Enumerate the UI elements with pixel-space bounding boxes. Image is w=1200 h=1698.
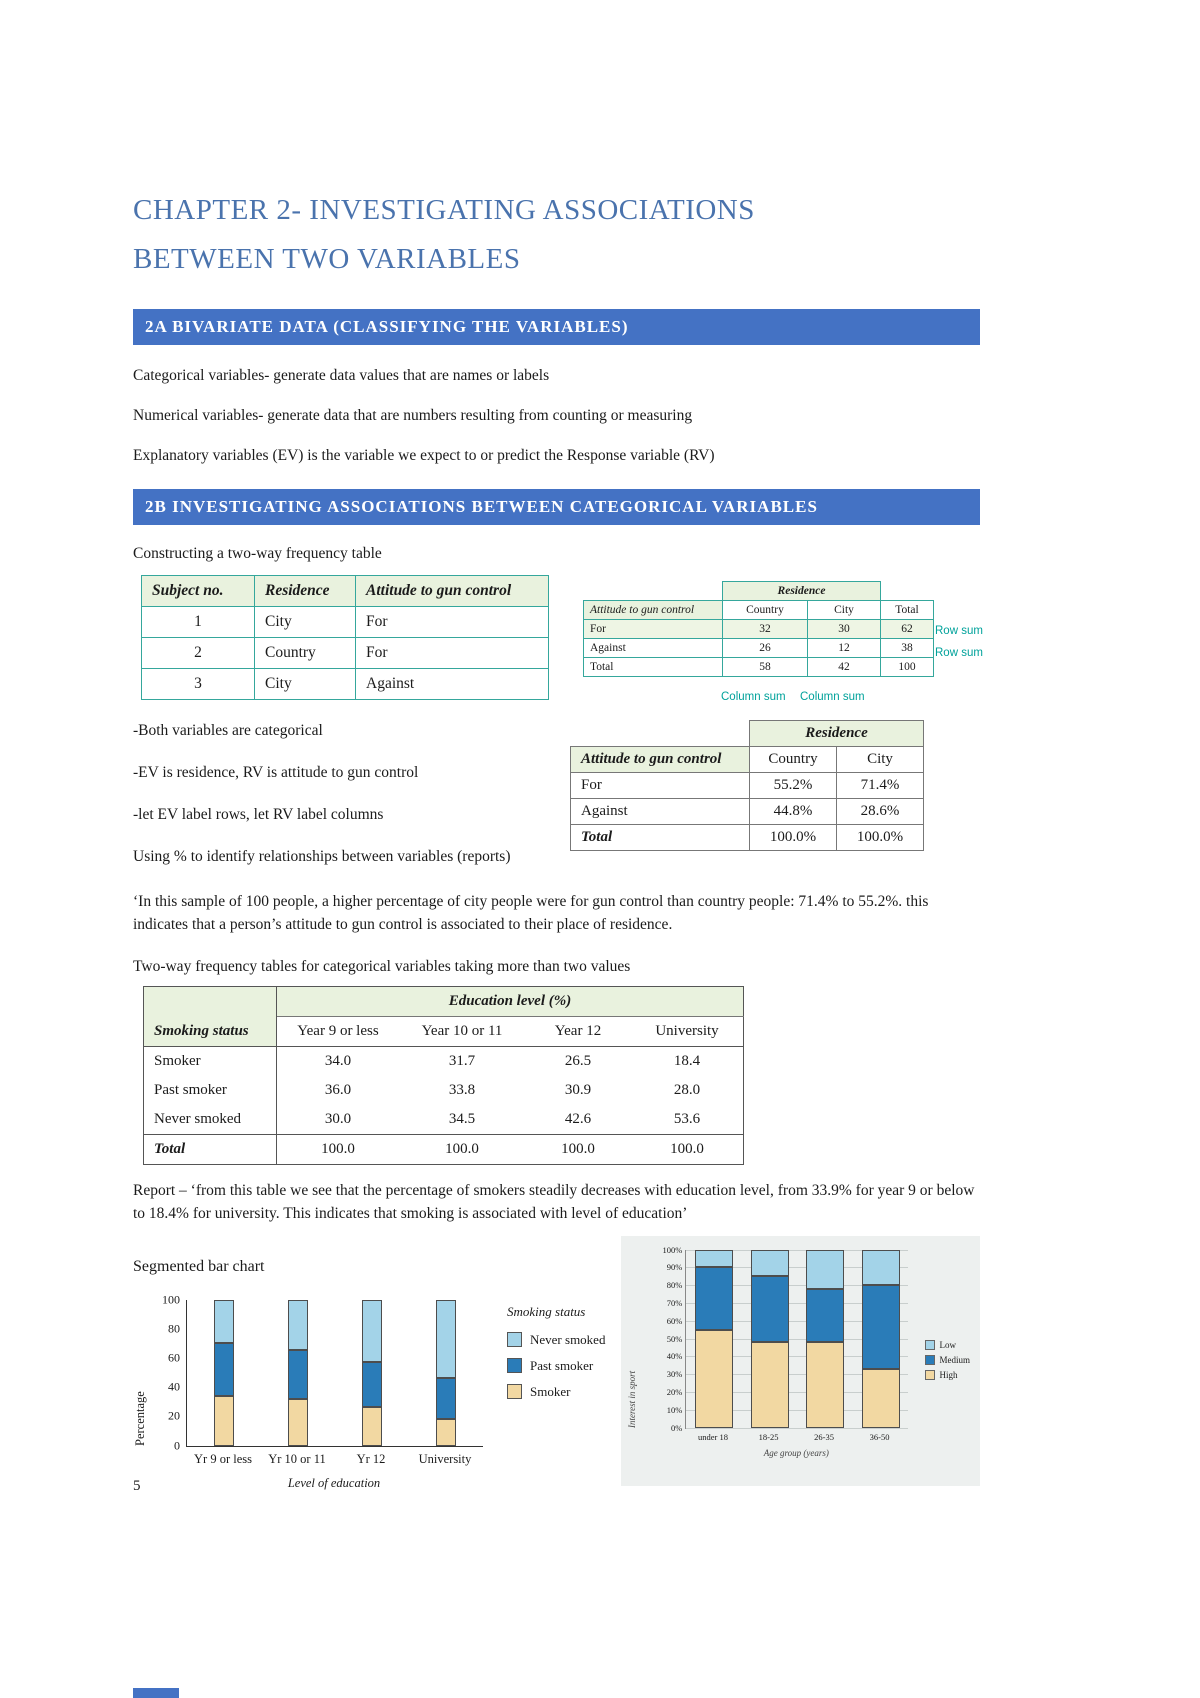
group-header: Residence bbox=[750, 720, 924, 746]
table-group-row bbox=[144, 987, 744, 1017]
table-cell: 100.0 bbox=[399, 1135, 525, 1165]
x-tick-labels bbox=[186, 1452, 482, 1467]
table-row bbox=[571, 798, 924, 824]
row-header: Never smoked bbox=[144, 1105, 277, 1135]
column-header: Total bbox=[881, 600, 934, 619]
table-cell: 3 bbox=[142, 668, 255, 699]
table-row bbox=[142, 606, 549, 637]
table-row bbox=[571, 824, 924, 850]
bar-column bbox=[335, 1300, 409, 1446]
percentage-table bbox=[570, 720, 924, 851]
table-cell: For bbox=[356, 637, 549, 668]
y-tick-label: 90% bbox=[666, 1262, 683, 1273]
table-header-row bbox=[142, 575, 549, 606]
x-tick-label: Yr 12 bbox=[356, 1451, 386, 1466]
segmented-bar-chart-label: Segmented bar chart bbox=[133, 1257, 265, 1275]
table-row bbox=[571, 772, 924, 798]
table-cell: 100.0% bbox=[837, 824, 924, 850]
table-cell: 100.0 bbox=[277, 1135, 400, 1165]
bar-column bbox=[853, 1250, 909, 1428]
bar-segment-smoker bbox=[362, 1407, 382, 1446]
tables-row-1 bbox=[133, 575, 983, 703]
column-header: Year 9 or less bbox=[277, 1017, 400, 1047]
table-cell: 2 bbox=[142, 637, 255, 668]
bar-segment-low bbox=[695, 1250, 733, 1268]
table-row bbox=[144, 1105, 744, 1135]
bar-segment-smoker bbox=[436, 1419, 456, 1446]
table-cell: 30.0 bbox=[324, 1111, 352, 1128]
row-header: Total bbox=[571, 824, 750, 850]
y-axis-label: Percentage bbox=[133, 1390, 147, 1446]
bar-segment-smoker bbox=[288, 1399, 308, 1445]
bar-segment-never-smoked bbox=[362, 1300, 382, 1362]
legend-entries bbox=[507, 1332, 605, 1400]
column-sum-annotation: Column sum bbox=[800, 690, 865, 703]
two-way-frequency-table bbox=[583, 581, 934, 677]
row-sum-annotation: Row sum bbox=[935, 624, 983, 637]
table-cell: City bbox=[255, 668, 356, 699]
column-header: City bbox=[837, 746, 924, 772]
bar-column bbox=[686, 1250, 742, 1428]
x-tick-labels bbox=[685, 1432, 907, 1442]
bar-segment-never-smoked bbox=[288, 1300, 308, 1350]
table-cell: 31.7 bbox=[448, 1053, 476, 1070]
table-cell: 34.5 bbox=[448, 1111, 476, 1128]
table-cell: 58 bbox=[723, 657, 808, 676]
empty-cell bbox=[584, 581, 723, 600]
table-cell: 44.8% bbox=[750, 798, 837, 824]
bar-segment-high bbox=[695, 1330, 733, 1428]
y-tick-label: 60 bbox=[168, 1350, 180, 1365]
x-axis-label: Level of education bbox=[287, 1475, 381, 1490]
legend-label: Medium bbox=[939, 1354, 970, 1365]
table-cell: City bbox=[255, 606, 356, 637]
report-quote-smoking: Report – ‘from this table we see that the percentage of smokers steadily decreases with education level, from 33.9% for year 9 or below to 18.4% for university. This indicates that smoking is associated with level of education’ bbox=[133, 1182, 975, 1223]
y-tick-label: 50% bbox=[666, 1333, 683, 1344]
education-smoking-segmented-chart bbox=[133, 1292, 619, 1491]
stacked-bar bbox=[214, 1300, 234, 1446]
two-way-table-intro: Constructing a two-way frequency table bbox=[133, 544, 382, 562]
bars-area bbox=[686, 1250, 908, 1428]
table-cell: 42.6 bbox=[564, 1111, 592, 1128]
bar-column bbox=[187, 1300, 261, 1446]
y-axis-label: Interest in sport bbox=[627, 1370, 638, 1428]
bar-segment-medium bbox=[862, 1285, 900, 1369]
table-row bbox=[144, 1135, 744, 1165]
column-header: Country bbox=[723, 600, 808, 619]
table-cell: 26.5 bbox=[564, 1053, 592, 1070]
chart-plot-area bbox=[662, 1244, 908, 1433]
column-header: University bbox=[631, 1017, 744, 1047]
y-tick-label: 0% bbox=[670, 1422, 683, 1433]
stacked-bar bbox=[751, 1250, 789, 1428]
table-group-row bbox=[584, 581, 934, 600]
table-cell: 42 bbox=[808, 657, 881, 676]
legend-entry bbox=[507, 1332, 605, 1348]
tables-row-2 bbox=[133, 720, 980, 866]
legend-entry bbox=[925, 1355, 971, 1365]
legend-label: High bbox=[939, 1369, 958, 1380]
table-cell: 100 bbox=[881, 657, 934, 676]
empty-cell bbox=[571, 720, 750, 746]
table-cell: 33.8 bbox=[448, 1082, 476, 1099]
note-ev-rv: -EV is residence, RV is attitude to gun control bbox=[133, 763, 419, 781]
section-2b-heading: 2B INVESTIGATING ASSOCIATIONS BETWEEN CATEGORICAL VARIABLES bbox=[133, 489, 980, 525]
table-cell: 34.0 bbox=[324, 1053, 352, 1070]
legend-label: Never smoked bbox=[530, 1331, 606, 1347]
table-cell: 12 bbox=[808, 638, 881, 657]
corner-header: Attitude to gun control bbox=[571, 746, 750, 772]
page-content bbox=[133, 0, 983, 1491]
column-header: Subject no. bbox=[142, 575, 255, 606]
column-header: Residence bbox=[255, 575, 356, 606]
table-cell: 36.0 bbox=[324, 1082, 352, 1099]
row-header: Total bbox=[144, 1135, 277, 1165]
table-cell: 53.6 bbox=[673, 1111, 701, 1128]
bar-column bbox=[742, 1250, 798, 1428]
stacked-bar bbox=[806, 1250, 844, 1428]
chart-main bbox=[148, 1292, 483, 1491]
bar-segment-low bbox=[751, 1250, 789, 1277]
charts-row bbox=[133, 1236, 980, 1491]
y-tick-label: 100 bbox=[162, 1292, 180, 1307]
paragraph-numerical-variables: Numerical variables- generate data that are numbers resulting from counting or measuring bbox=[133, 406, 693, 424]
legend-swatch bbox=[507, 1384, 522, 1399]
bar-segment-high bbox=[751, 1342, 789, 1427]
left-chart-block bbox=[133, 1236, 619, 1491]
report-quote-gun-control: ‘In this sample of 100 people, a higher percentage of city people were for gun control than country people: 71.4% to 55.2%. this indicates that a person’s attitude to gun control is associated to their place of residence. bbox=[133, 892, 929, 933]
bar-segment-past-smoker bbox=[214, 1343, 234, 1396]
table-cell: 55.2% bbox=[750, 772, 837, 798]
row-header: Total bbox=[584, 657, 723, 676]
chapter-title-line2: BETWEEN TWO VARIABLES bbox=[133, 243, 521, 276]
legend-swatch bbox=[507, 1332, 522, 1347]
x-tick-label: under 18 bbox=[698, 1431, 729, 1442]
bar-segment-never-smoked bbox=[436, 1300, 456, 1378]
stacked-bar bbox=[436, 1300, 456, 1446]
y-tick-label: 10% bbox=[666, 1404, 683, 1415]
legend-label: Past smoker bbox=[530, 1357, 594, 1373]
paragraph-explanatory-variables: Explanatory variables (EV) is the variable we expect to or predict the Response variable (RV) bbox=[133, 446, 715, 464]
y-tick-label: 40% bbox=[666, 1351, 683, 1362]
x-tick-label: University bbox=[418, 1451, 472, 1466]
stacked-bar bbox=[362, 1300, 382, 1446]
bar-segment-low bbox=[862, 1250, 900, 1286]
empty-cell bbox=[881, 581, 934, 600]
smoking-education-table bbox=[143, 986, 744, 1165]
row-header: Smoker bbox=[144, 1047, 277, 1077]
table-cell: 30 bbox=[808, 619, 881, 638]
subject-residence-table bbox=[141, 575, 549, 700]
table-cell: 100.0 bbox=[631, 1135, 744, 1165]
table-cell: 1 bbox=[142, 606, 255, 637]
next-section-banner-cutoff bbox=[133, 1688, 179, 1698]
column-header: Year 10 or 11 bbox=[399, 1017, 525, 1047]
bar-column bbox=[797, 1250, 853, 1428]
corner-header: Smoking status bbox=[144, 987, 277, 1047]
y-tick-label: 80 bbox=[168, 1321, 180, 1336]
chart-legend bbox=[925, 1340, 971, 1385]
group-header: Residence bbox=[723, 581, 881, 600]
x-axis-label: Age group (years) bbox=[763, 1447, 829, 1458]
note-using-percent: Using % to identify relationships between variables (reports) bbox=[133, 847, 511, 865]
row-sum-annotation: Row sum bbox=[935, 646, 983, 659]
table-row bbox=[584, 638, 934, 657]
two-way-frequency-table-wrap bbox=[583, 581, 983, 703]
legend-title: Smoking status bbox=[507, 1303, 586, 1319]
bar-column bbox=[409, 1300, 483, 1446]
stacked-bar bbox=[288, 1300, 308, 1446]
table-cell: 71.4% bbox=[837, 772, 924, 798]
table-header-row bbox=[584, 600, 934, 619]
table-cell: 26 bbox=[723, 638, 808, 657]
corner-header: Attitude to gun control bbox=[584, 600, 723, 619]
y-tick-label: 40 bbox=[168, 1379, 180, 1394]
note-both-categorical: -Both variables are categorical bbox=[133, 721, 323, 739]
bar-segment-medium bbox=[806, 1289, 844, 1342]
multi-value-table-intro: Two-way frequency tables for categorical variables taking more than two values bbox=[133, 958, 631, 976]
column-header: Country bbox=[750, 746, 837, 772]
bar-segment-low bbox=[806, 1250, 844, 1289]
table-header-row bbox=[571, 746, 924, 772]
x-tick-label: Yr 9 or less bbox=[194, 1451, 252, 1466]
legend-swatch bbox=[925, 1370, 935, 1380]
row-header: For bbox=[571, 772, 750, 798]
y-tick-label: 20 bbox=[168, 1408, 180, 1423]
chapter-title-line1: CHAPTER 2- INVESTIGATING ASSOCIATIONS bbox=[133, 194, 755, 226]
bar-segment-past-smoker bbox=[436, 1378, 456, 1419]
table-cell: 28.0 bbox=[673, 1082, 701, 1099]
table-cell: For bbox=[356, 606, 549, 637]
chart-legend bbox=[507, 1300, 605, 1491]
table-cell: Country bbox=[255, 637, 356, 668]
note-label-rows-columns: -let EV label rows, let RV label columns bbox=[133, 805, 384, 823]
legend-swatch bbox=[925, 1340, 935, 1350]
table-cell: 32 bbox=[723, 619, 808, 638]
table-cell: 100.0 bbox=[525, 1135, 631, 1165]
table-row bbox=[584, 657, 934, 676]
bar-segment-high bbox=[862, 1369, 900, 1428]
chapter-title bbox=[133, 186, 980, 285]
y-tick-label: 80% bbox=[666, 1280, 683, 1291]
column-sum-annotation: Column sum bbox=[721, 690, 786, 703]
bar-segment-past-smoker bbox=[362, 1362, 382, 1407]
sport-interest-segmented-chart bbox=[621, 1236, 980, 1486]
table-row bbox=[144, 1076, 744, 1105]
legend-entry bbox=[507, 1384, 605, 1400]
bar-segment-high bbox=[806, 1342, 844, 1427]
legend-entry bbox=[925, 1370, 971, 1380]
bar-segment-medium bbox=[751, 1276, 789, 1342]
column-header: City bbox=[808, 600, 881, 619]
notes-column bbox=[133, 720, 570, 866]
bar-segment-never-smoked bbox=[214, 1300, 234, 1344]
legend-swatch bbox=[507, 1358, 522, 1373]
y-tick-label: 100% bbox=[662, 1244, 683, 1255]
table-row bbox=[144, 1047, 744, 1077]
table-group-row bbox=[571, 720, 924, 746]
table-cell: 28.6% bbox=[837, 798, 924, 824]
y-tick-label: 30% bbox=[666, 1369, 683, 1380]
table-cell: 38 bbox=[881, 638, 934, 657]
y-tick-label: 70% bbox=[666, 1297, 683, 1308]
bar-segment-smoker bbox=[214, 1396, 234, 1446]
legend-entry bbox=[507, 1358, 605, 1374]
row-header: Past smoker bbox=[144, 1076, 277, 1105]
table-row bbox=[142, 668, 549, 699]
column-header: Year 12 bbox=[525, 1017, 631, 1047]
y-tick-label: 0 bbox=[174, 1438, 180, 1453]
bar-segment-medium bbox=[695, 1267, 733, 1329]
bar-segment-past-smoker bbox=[288, 1350, 308, 1399]
table-row bbox=[142, 637, 549, 668]
x-tick-label: 18-25 bbox=[758, 1431, 779, 1442]
x-tick-label: 36-50 bbox=[869, 1431, 890, 1442]
section-2a-heading: 2A BIVARIATE DATA (CLASSIFYING THE VARIABLES) bbox=[133, 309, 980, 345]
table-cell: Against bbox=[356, 668, 549, 699]
paragraph-categorical-variables: Categorical variables- generate data values that are names or labels bbox=[133, 366, 550, 384]
stacked-bar bbox=[695, 1250, 733, 1428]
page-number: 5 bbox=[133, 1478, 141, 1494]
bar-column bbox=[261, 1300, 335, 1446]
row-header: For bbox=[584, 619, 723, 638]
stacked-bar bbox=[862, 1250, 900, 1428]
y-tick-label: 20% bbox=[666, 1386, 683, 1397]
table-cell: 100.0% bbox=[750, 824, 837, 850]
x-tick-label: Yr 10 or 11 bbox=[268, 1451, 326, 1466]
y-tick-label: 60% bbox=[666, 1315, 683, 1326]
column-header: Attitude to gun control bbox=[356, 575, 549, 606]
legend-swatch bbox=[925, 1355, 935, 1365]
legend-label: Low bbox=[939, 1339, 956, 1350]
row-header: Against bbox=[584, 638, 723, 657]
bars-area bbox=[187, 1300, 483, 1446]
gridline bbox=[686, 1428, 908, 1429]
table-row bbox=[584, 619, 934, 638]
table-cell: 62 bbox=[881, 619, 934, 638]
chart-plot-area bbox=[162, 1292, 483, 1453]
x-tick-label: 26-35 bbox=[814, 1431, 834, 1442]
table-cell: 18.4 bbox=[673, 1053, 701, 1070]
table-cell: 30.9 bbox=[564, 1082, 592, 1099]
group-header: Education level (%) bbox=[277, 987, 744, 1017]
legend-label: Smoker bbox=[530, 1383, 571, 1399]
legend-entry bbox=[925, 1340, 971, 1350]
row-header: Against bbox=[571, 798, 750, 824]
